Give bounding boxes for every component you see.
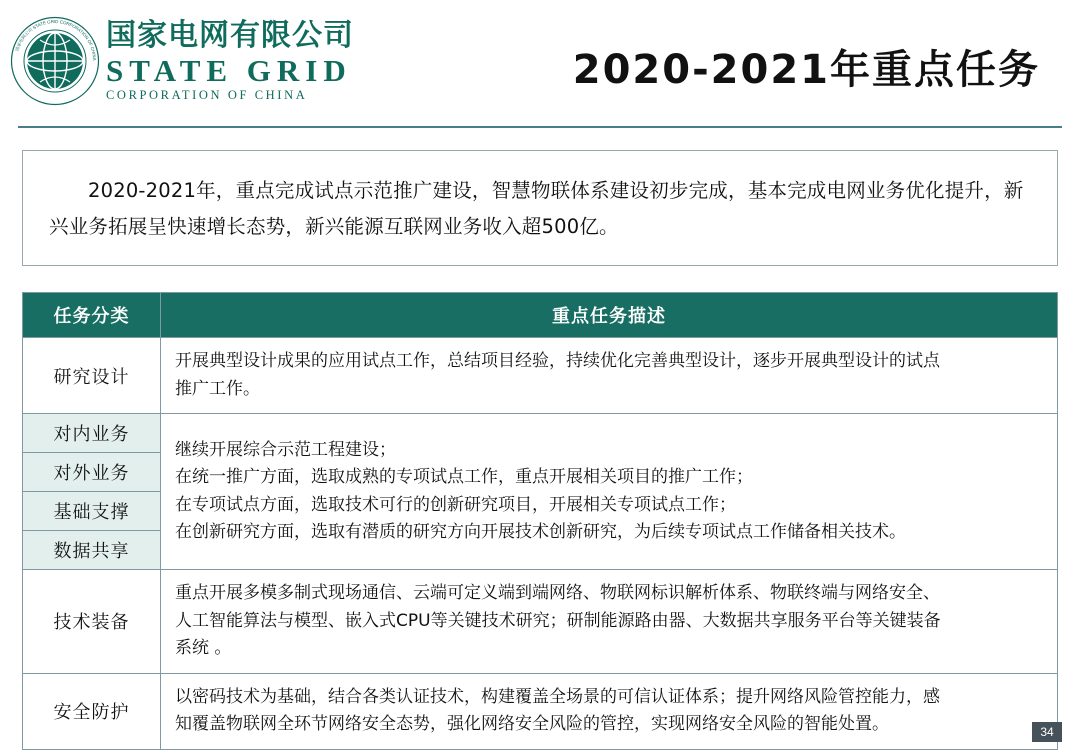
description-line: 系统 。 [175,638,232,659]
column-header-description: 重点任务描述 [161,293,1058,338]
task-category-cell: 技术装备 [23,570,161,674]
table-header-row [23,293,1058,338]
summary-box [22,150,1058,266]
slide-header [0,0,1080,122]
logo-company-name-en: STATE GRID [106,52,352,88]
page-title: 2020-2021年重点任务 [572,47,1040,93]
task-category-cell: 安全防护 [23,673,161,749]
logo-company-subtitle-en: CORPORATION OF CHINA [106,87,308,102]
task-category-cell: 对外业务 [23,453,161,492]
description-line: 推广工作。 [175,378,260,399]
task-category-cell: 对内业务 [23,414,161,453]
table-row [23,338,1058,414]
description-line: 在创新研究方面，选取有潜质的研究方向开展技术创新研究，为后续专项试点工作储备相关技术。 [175,522,906,543]
task-description-cell [161,673,1058,749]
task-description-cell [161,570,1058,674]
column-header-category: 任务分类 [23,293,161,338]
description-line: 在专项试点方面，选取技术可行的创新研究项目，开展相关专项试点工作； [175,494,736,515]
description-line: 继续开展综合示范工程建设； [175,439,396,460]
summary-text: 2020-2021年，重点完成试点示范推广建设，智慧物联体系建设初步完成，基本完成电网业务优化提升，新兴业务拓展呈快速增长态势，新兴能源互联网业务收入超500亿。 [49,179,1024,239]
description-line: 知覆盖物联网全环节网络安全态势，强化网络安全风险的管控，实现网络安全风险的智能处置。 [175,714,889,735]
task-category-cell: 基础支撑 [23,492,161,531]
task-description-cell [161,338,1058,414]
svg-text:国家电网公司 STATE GRID CORPORATION: 国家电网公司 STATE GRID CORPORATION OF CHINA [14,18,98,61]
table-row [23,673,1058,749]
description-line: 重点开展多模多制式现场通信、云端可定义端到端网络、物联网标识解析体系、物联终端与网络安全、 [175,583,940,604]
description-line: 人工智能算法与模型、嵌入式CPU等关键技术研究；研制能源路由器、大数据共享服务平台等关键装备 [175,610,941,631]
description-line: 以密码技术为基础，结合各类认证技术，构建覆盖全场景的可信认证体系；提升网络风险管控能力，感 [175,686,940,707]
logo-company-name-cn: 国家电网有限公司 [106,17,354,53]
page-number-badge: 34 [1032,722,1062,742]
state-grid-globe-icon [10,16,100,106]
table-row [23,414,1058,453]
task-category-cell: 研究设计 [23,338,161,414]
description-line: 在统一推广方面，选取成熟的专项试点工作，重点开展相关项目的推广工作； [175,467,753,488]
table-row [23,570,1058,674]
task-description-cell [161,414,1058,570]
key-tasks-table [22,292,1058,750]
description-line: 开展典型设计成果的应用试点工作，总结项目经验，持续优化完善典型设计，逐步开展典型设计的试点 [175,351,940,371]
task-category-cell: 数据共享 [23,531,161,570]
state-grid-logo [10,16,370,106]
header-divider [18,126,1062,128]
